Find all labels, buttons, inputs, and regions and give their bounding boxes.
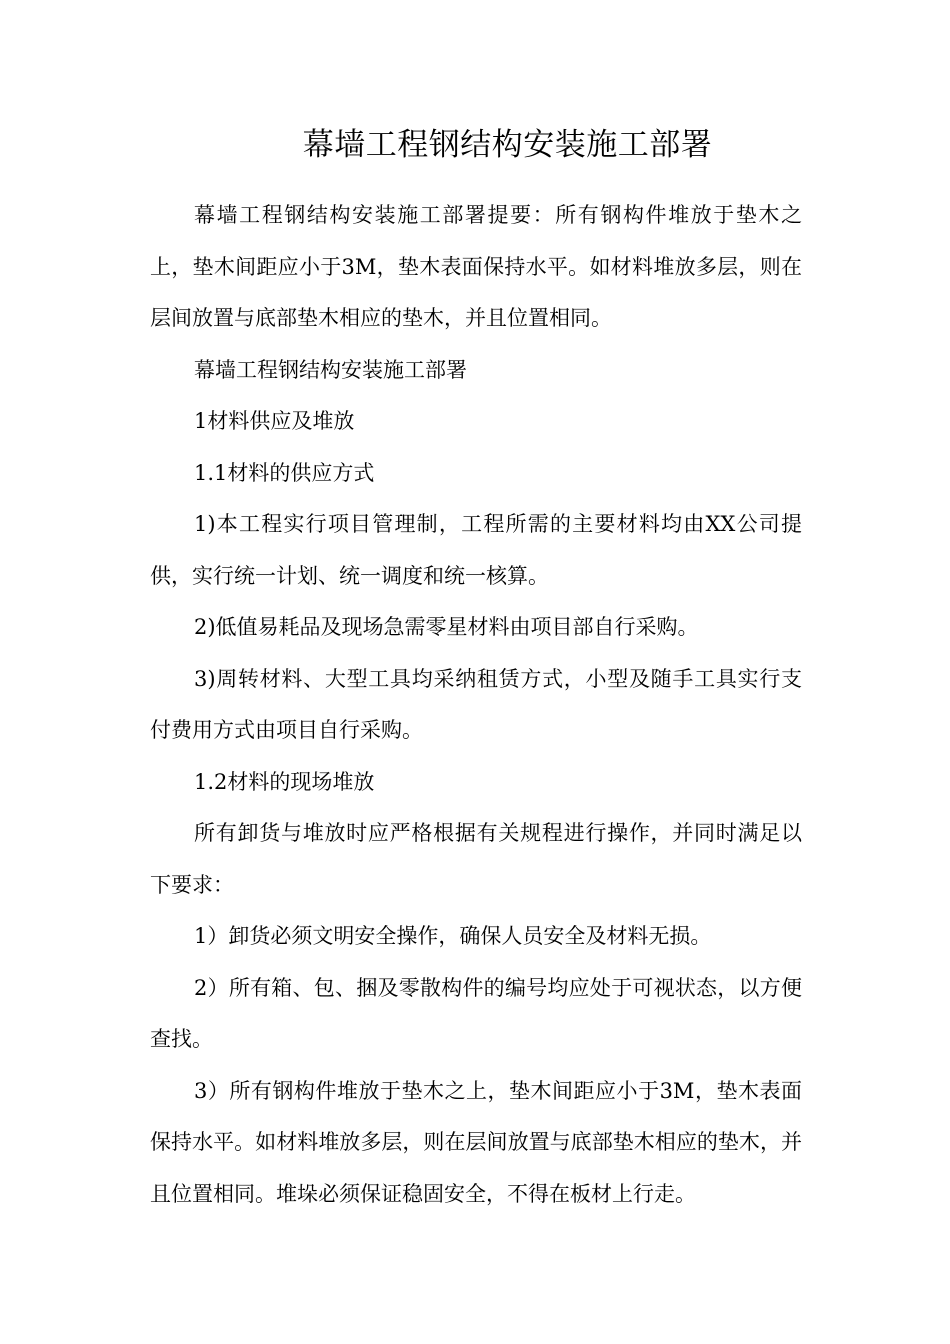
paragraph-heading-main: 幕墙工程钢结构安装施工部署	[194, 357, 467, 382]
document-title: 幕墙工程钢结构安装施工部署	[302, 127, 713, 163]
paragraph-supply-1: 1)本工程实行项目管理制，工程所需的主要材料均由XX公司提供，实行统一计划、统一调度和统一核算。	[150, 512, 802, 588]
document-body	[150, 190, 802, 1220]
paragraph-storage-2: 2）所有箱、包、捆及零散构件的编号均应处于可视状态，以方便查找。	[150, 975, 802, 1051]
section-heading-1: 1材料供应及堆放	[194, 409, 355, 433]
section-heading-1-2: 1.2材料的现场堆放	[194, 769, 375, 794]
paragraph-supply-3: 3)周转材料、大型工具均采纳租赁方式，小型及随手工具实行支付费用方式由项目自行采购。	[150, 666, 802, 742]
paragraph-storage-3: 3）所有钢构件堆放于垫木之上，垫木间距应小于3M，垫木表面保持水平。如材料堆放多层，则在层间放置与底部垫木相应的垫木，并且位置相同。堆垛必须保证稳固安全，不得在板材上行走。	[150, 1078, 802, 1206]
section-heading-1-1: 1.1材料的供应方式	[194, 460, 375, 485]
paragraph-storage-1: 1）卸货必须文明安全操作，确保人员安全及材料无损。	[194, 924, 712, 948]
paragraph-supply-2: 2)低值易耗品及现场急需零星材料由项目部自行采购。	[194, 615, 699, 639]
paragraph-storage-intro: 所有卸货与堆放时应严格根据有关规程进行操作，并同时满足以下要求：	[150, 821, 802, 897]
paragraph-summary: 幕墙工程钢结构安装施工部署提要：所有钢构件堆放于垫木之上，垫木间距应小于3M，垫木表面保持水平。如材料堆放多层，则在层间放置与底部垫木相应的垫木，并且位置相同。	[150, 203, 802, 330]
